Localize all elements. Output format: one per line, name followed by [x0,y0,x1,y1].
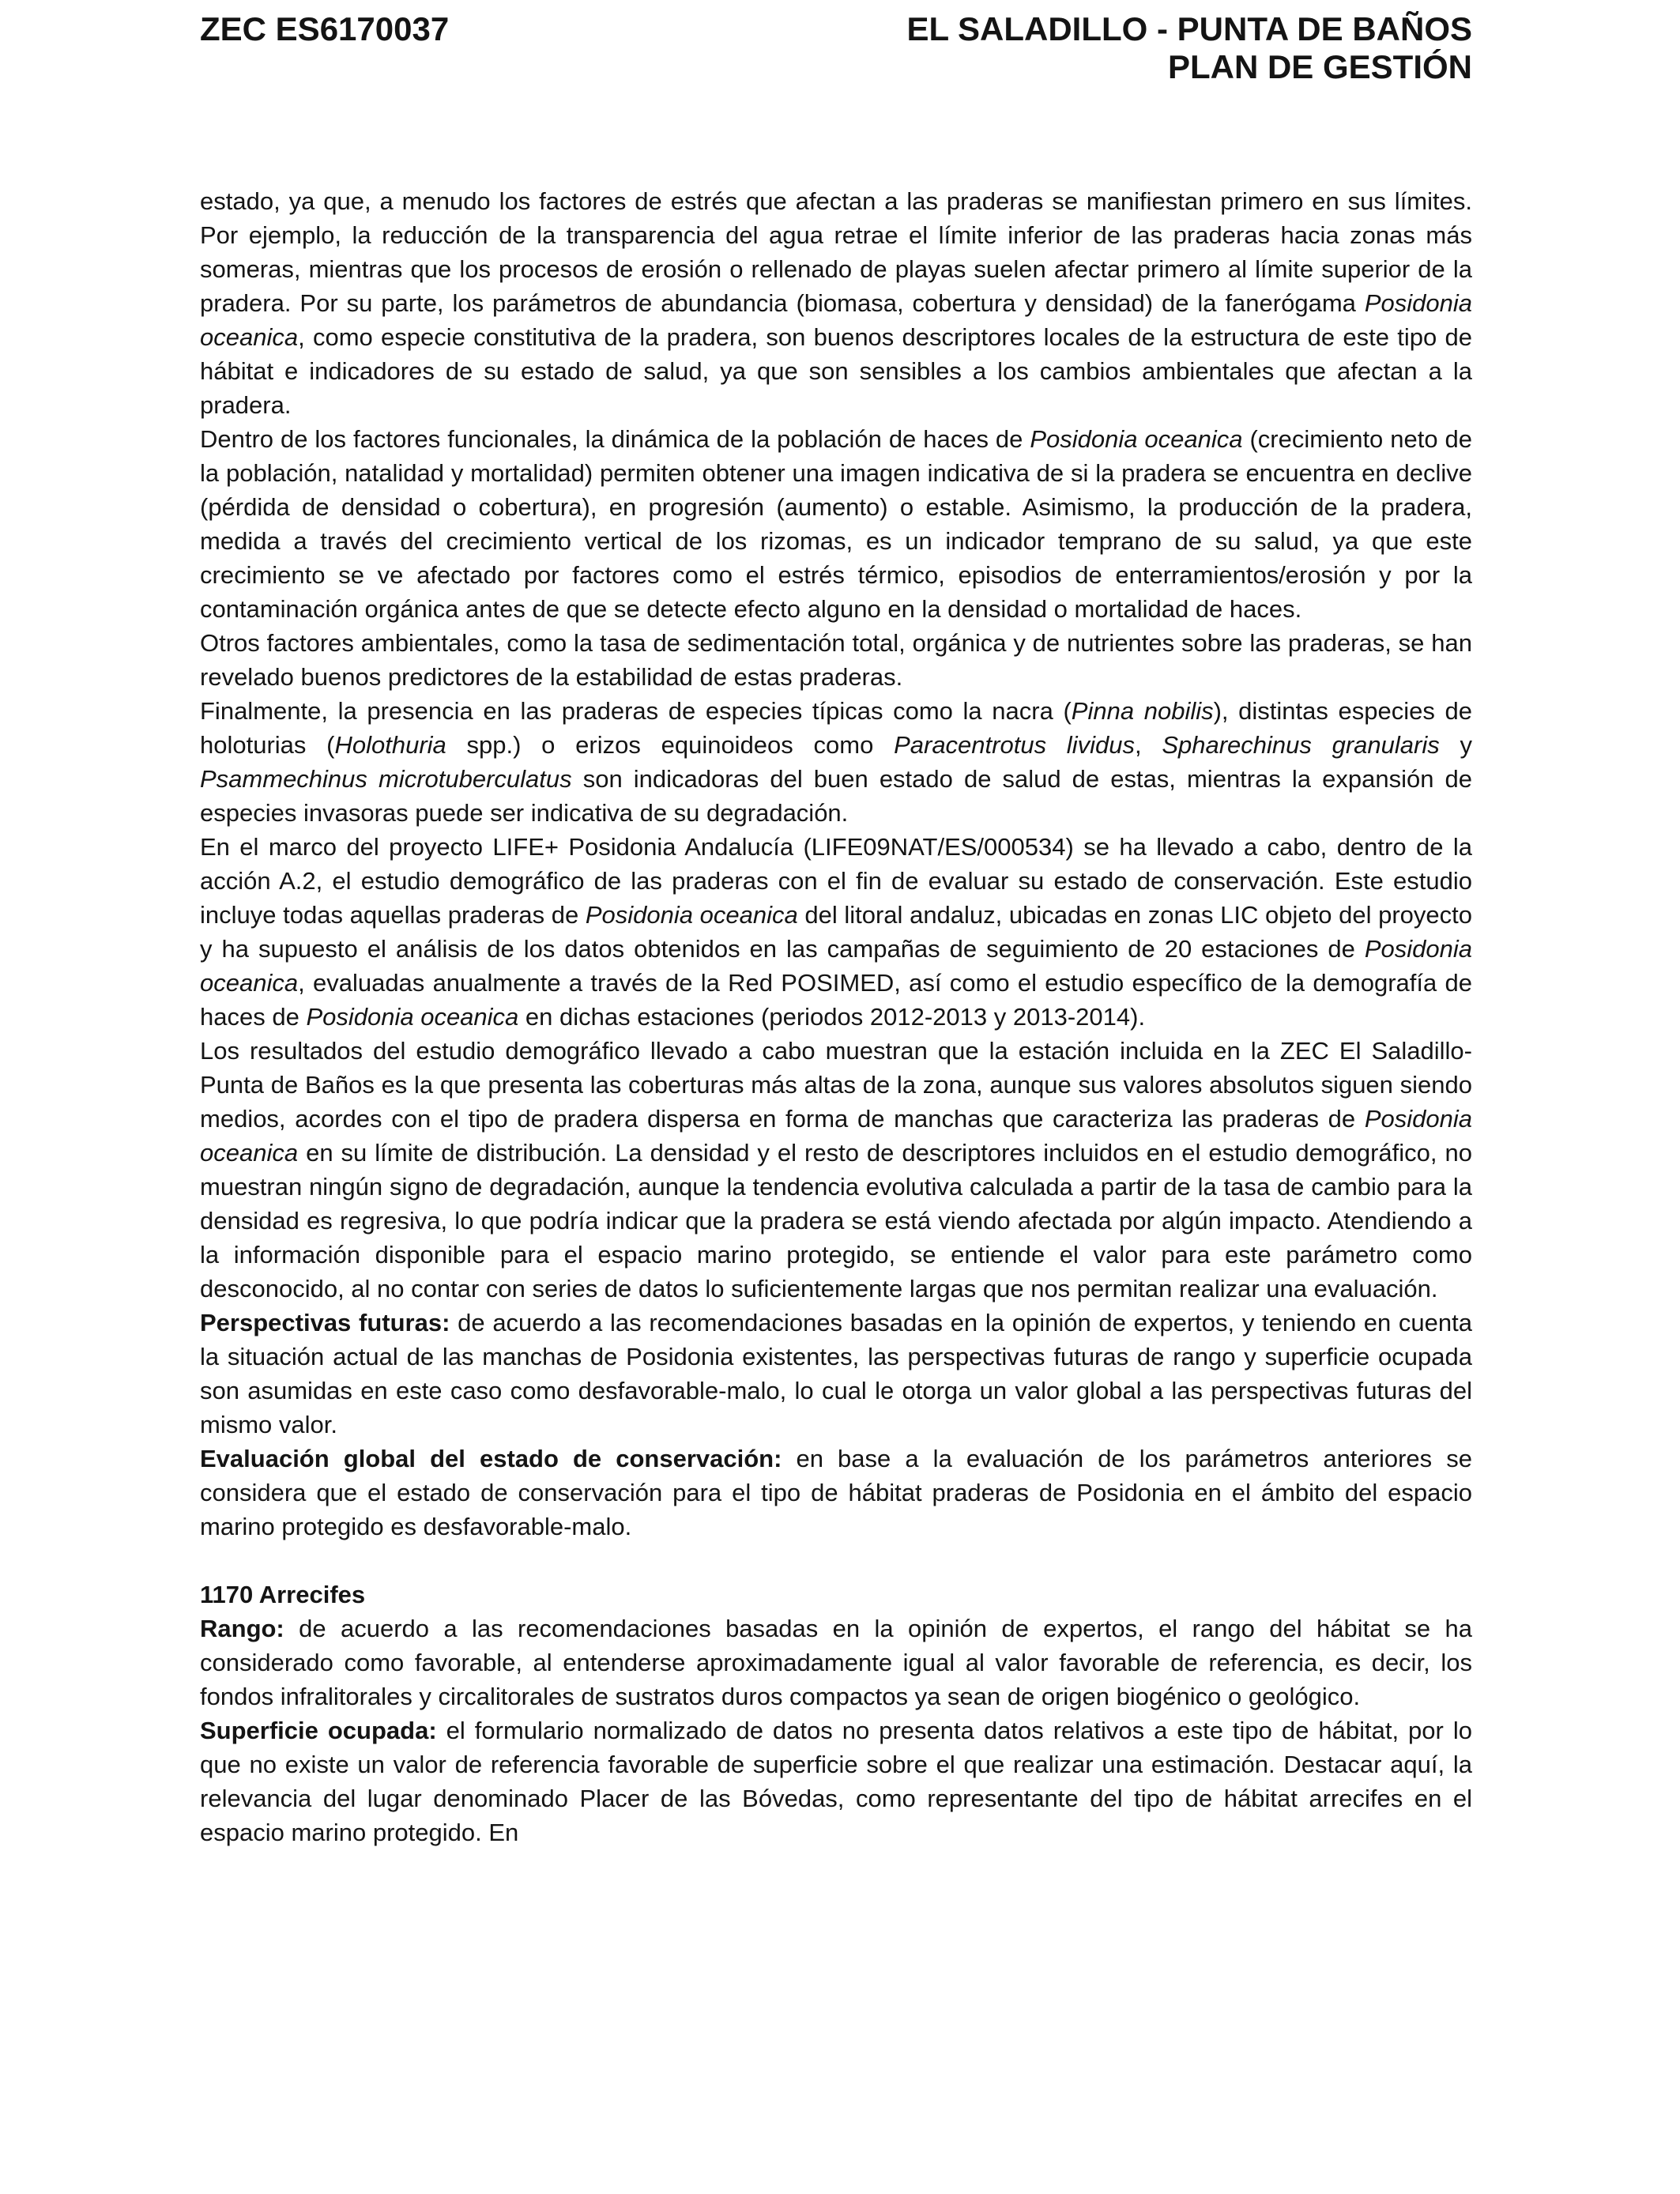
text-run: , evaluadas anualmente a través de la Red POSIMED, así como el estudio específico de la demografía de haces de [200,969,1472,1031]
species-name: Posidonia oceanica [200,1105,1472,1167]
paragraph-rango [200,1612,1472,1713]
text-run: ), distintas especies de holoturias ( [200,697,1472,759]
text-run: Dentro de los factores funcionales, la dinámica de la población de haces de [200,425,1030,453]
header-doc-type: PLAN DE GESTIÓN [1167,48,1472,85]
species-name: Posidonia oceanica [585,901,798,929]
text-run: en base a la evaluación de los parámetros anteriores se considera que el estado de conservación para el tipo de hábitat praderas de Posidonia en el ámbito del espacio marino protegido es desfavorable-malo. [200,1445,1472,1540]
text-run: en su límite de distribución. La densidad y el resto de descriptores incluidos en el estudio demográfico, no muestran ningún signo de degradación, aunque la tendencia evolutiva calculada a partir de la tasa de cambio para la densidad es regresiva, lo que podría indicar que la pradera se está viendo afectada por algún impacto. Atendiendo a la información disponible para el espacio marino protegido, se entiende el valor para este parámetro como desconocido, al no contar con series de datos lo suficientemente largas que nos permitan realizar una evaluación. [200,1139,1472,1302]
paragraph-future-prospects [200,1306,1472,1442]
species-name: Posidonia oceanica [1030,425,1243,453]
species-name: Posidonia oceanica [306,1003,519,1031]
text-run: Finalmente, la presencia en las praderas de especies típicas como la nacra ( [200,697,1072,725]
section-title: 1170 Arrecifes [200,1581,366,1608]
paragraph-environmental-factors [200,626,1472,694]
species-name: Spharechinus granularis [1162,731,1440,759]
header-zec-code: ZEC ES6170037 [200,10,450,47]
paragraph-global-evaluation [200,1442,1472,1544]
term-label: Perspectivas futuras: [200,1309,450,1336]
text-run: estado, ya que, a menudo los factores de estrés que afectan a las praderas se manifiestan primero en sus límites. Por ejemplo, la reducción de la transparencia del agua retrae el límite inferior de las praderas hacia zonas más someras, mientras que los procesos de erosión o rellenado de playas suelen afectar primero al límite superior de la pradera. Por su parte, los parámetros de abundancia (biomasa, cobertura y densidad) de la fanerógama [200,187,1472,317]
species-name: Pinna nobilis [1071,697,1214,725]
species-name: Posidonia oceanica [200,289,1472,351]
species-name: Paracentrotus lividus [894,731,1135,759]
term-label: Superficie ocupada: [200,1717,437,1744]
text-run: Otros factores ambientales, como la tasa de sedimentación total, orgánica y de nutrientes sobre las praderas, se han revelado buenos predictores de la estabilidad de estas praderas. [200,629,1472,691]
page-header [200,10,1472,86]
species-name: Psammechinus microtuberculatus [200,765,572,793]
paragraph-limits-descriptors [200,184,1472,422]
section-heading-1170-arrecifes [200,1578,1472,1612]
paragraph-functional-factors [200,422,1472,626]
text-run: son indicadoras del buen estado de salud de estas, mientras la expansión de especies invasoras puede ser indicativa de su degradación. [200,765,1472,827]
text-run: el formulario normalizado de datos no presenta datos relativos a este tipo de hábitat, por lo que no existe un valor de referencia favorable de superficie sobre el que realizar una estimación. Destacar aquí, la relevancia del lugar denominado Placer de las Bóvedas, como representante del tipo de hábitat arrecifes en el espacio marino protegido. En [200,1717,1472,1846]
text-run: de acuerdo a las recomendaciones basadas en la opinión de expertos, el rango del hábitat se ha considerado como favorable, al entenderse aproximadamente igual al valor favorable de referencia, es decir, los fondos infralitorales y circalitorales de sustratos duros compactos ya sean de origen biogénico o geológico. [200,1615,1472,1710]
text-run: (crecimiento neto de la población, natalidad y mortalidad) permiten obtener una imagen indicativa de si la pradera se encuentra en declive (pérdida de densidad o cobertura), en progresión (aumento) o estable. Asimismo, la producción de la pradera, medida a través del crecimiento vertical de los rizomas, es un indicador temprano de su salud, ya que este crecimiento se ve afectado por factores como el estrés térmico, episodios de enterramientos/erosión y por la contaminación orgánica antes de que se detecte efecto alguno en la densidad o mortalidad de haces. [200,425,1472,623]
text-run: y [1439,731,1472,759]
paragraph-typical-species [200,694,1472,830]
text-run: de acuerdo a las recomendaciones basadas en la opinión de expertos, y teniendo en cuenta la situación actual de las manchas de Posidonia existentes, las perspectivas futuras de rango y superficie ocupada son asumidas en este caso como desfavorable-malo, lo cual le otorga un valor global a las perspectivas futuras del mismo valor. [200,1309,1472,1438]
document-body [200,184,1472,1849]
text-run: spp.) o erizos equinoideos como [446,731,895,759]
paragraph-demographic-results [200,1034,1472,1306]
header-title-block [906,10,1472,86]
text-run: , [1134,731,1162,759]
paragraph-superficie-ocupada [200,1713,1472,1849]
text-run: Los resultados del estudio demográfico llevado a cabo muestran que la estación incluida en la ZEC El Saladillo-Punta de Baños es la que presenta las coberturas más altas de la zona, aunque sus valores absolutos siguen siendo medios, acordes con el tipo de pradera dispersa en forma de manchas que caracteriza las praderas de [200,1037,1472,1133]
text-run: , como especie constitutiva de la pradera, son buenos descriptores locales de la estructura de este tipo de hábitat e indicadores de su estado de salud, ya que son sensibles a los cambios ambientales que afectan a la pradera. [200,323,1472,419]
term-label: Evaluación global del estado de conservación: [200,1445,782,1472]
term-label: Rango: [200,1615,284,1642]
text-run: en dichas estaciones (periodos 2012-2013 y 2013-2014). [518,1003,1146,1031]
text-run: En el marco del proyecto LIFE+ Posidonia Andalucía (LIFE09NAT/ES/000534) se ha llevado a cabo, dentro de la acción A.2, el estudio demográfico de las praderas con el fin de evaluar su estado de conservación. Este estudio incluye todas aquellas praderas de [200,833,1472,929]
text-run: del litoral andaluz, ubicadas en zonas LIC objeto del proyecto y ha supuesto el análisis de los datos obtenidos en las campañas de seguimiento de 20 estaciones de [200,901,1472,963]
header-site-name: EL SALADILLO - PUNTA DE BAÑOS [906,10,1472,47]
species-name: Posidonia oceanica [200,935,1472,997]
paragraph-life-project [200,830,1472,1034]
species-name: Holothuria [334,731,446,759]
